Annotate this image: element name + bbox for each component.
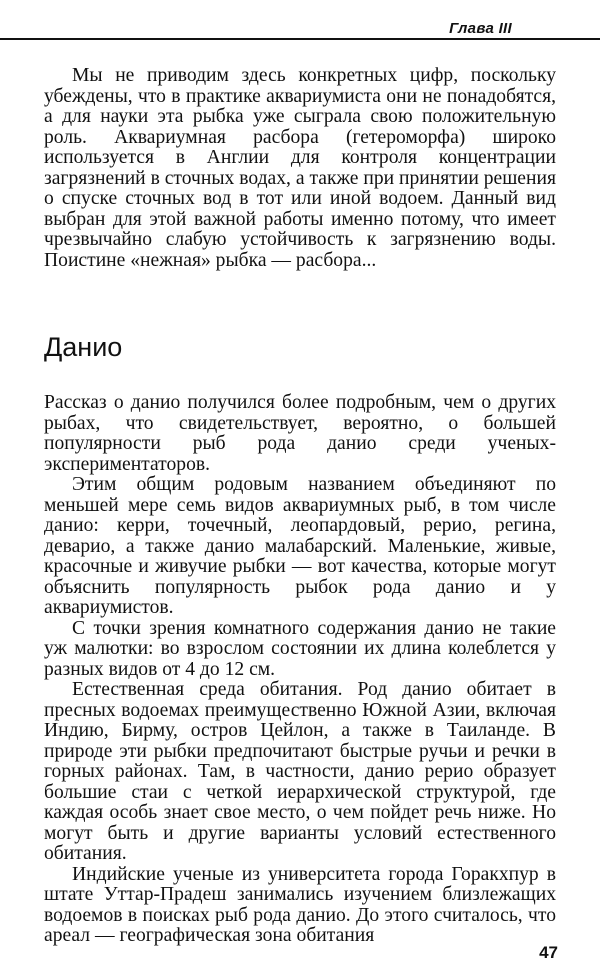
chapter-label: Глава III [449,20,512,37]
page-header [0,0,600,42]
paragraph-4: Естественная среда обитания. Род данио обитает в пресных водоемах преимущественно Южной Азии, включая Индию, Бирму, остров Цейлон, а также в Таиланде. В природе эти рыбки предпочитают быстрые ручьи и речки в горных районах. Там, в частности, данио рерио образует большие стаи с четкой иерархической структурой, где каждая особь знает свое место, о чем пойдет речь ниже. Но могут быть и другие варианты условий естественного обитания. [44,679,556,864]
paragraph-5: Индийские ученые из университета города Горакхпур в штате Уттар-Прадеш занимались изучением близлежащих водоемов в поисках рыб рода данио. До этого считалось, что ареал — географическая зона обитания [44,863,556,946]
paragraph-1: Рассказ о данио получился более подробным, чем о других рыбах, что свидетельствует, вероятно, о большей популярности рыб рода данио среди ученых-экспериментаторов. [44,392,556,475]
intro-paragraph: Мы не приводим здесь конкретных цифр, поскольку убеждены, что в практике аквариумиста они не понадобятся, а для науки эта рыбка уже сыграла свою положительную роль. Аквариумная расбора (гетероморфа) широко используется в Англии для контроля концентрации загрязнений в сточных водах, а также при принятии решения о спуске сточных вод в тот или иной водоем. Данный вид выбран для этой важной работы именно потому, что имеет чрезвычайно слабую устойчивость к загрязнению воды. Поистине «нежная» рыбка — расбора... [44,65,556,271]
header-rule [0,38,600,40]
paragraph-3: С точки зрения комнатного содержания данио не такие уж малютки: во взрослом состоянии их длина колеблется у разных видов от 4 до 12 см. [44,617,556,680]
section-body [44,393,556,947]
paragraph-2: Этим общим родовым названием объединяют по меньшей мере семь видов аквариумных рыб, в том числе данио: керри, точечный, леопардовый, рерио, регина, деварио, а также данио малабарский. Маленькие, живые, красочные и живучие рыбки — вот качества, которые могут объяснить популярность рыбок рода данио и у аквариумистов. [44,474,556,618]
page-number: 47 [539,943,558,962]
intro-text [44,66,556,271]
section-title: Данио [44,332,123,362]
